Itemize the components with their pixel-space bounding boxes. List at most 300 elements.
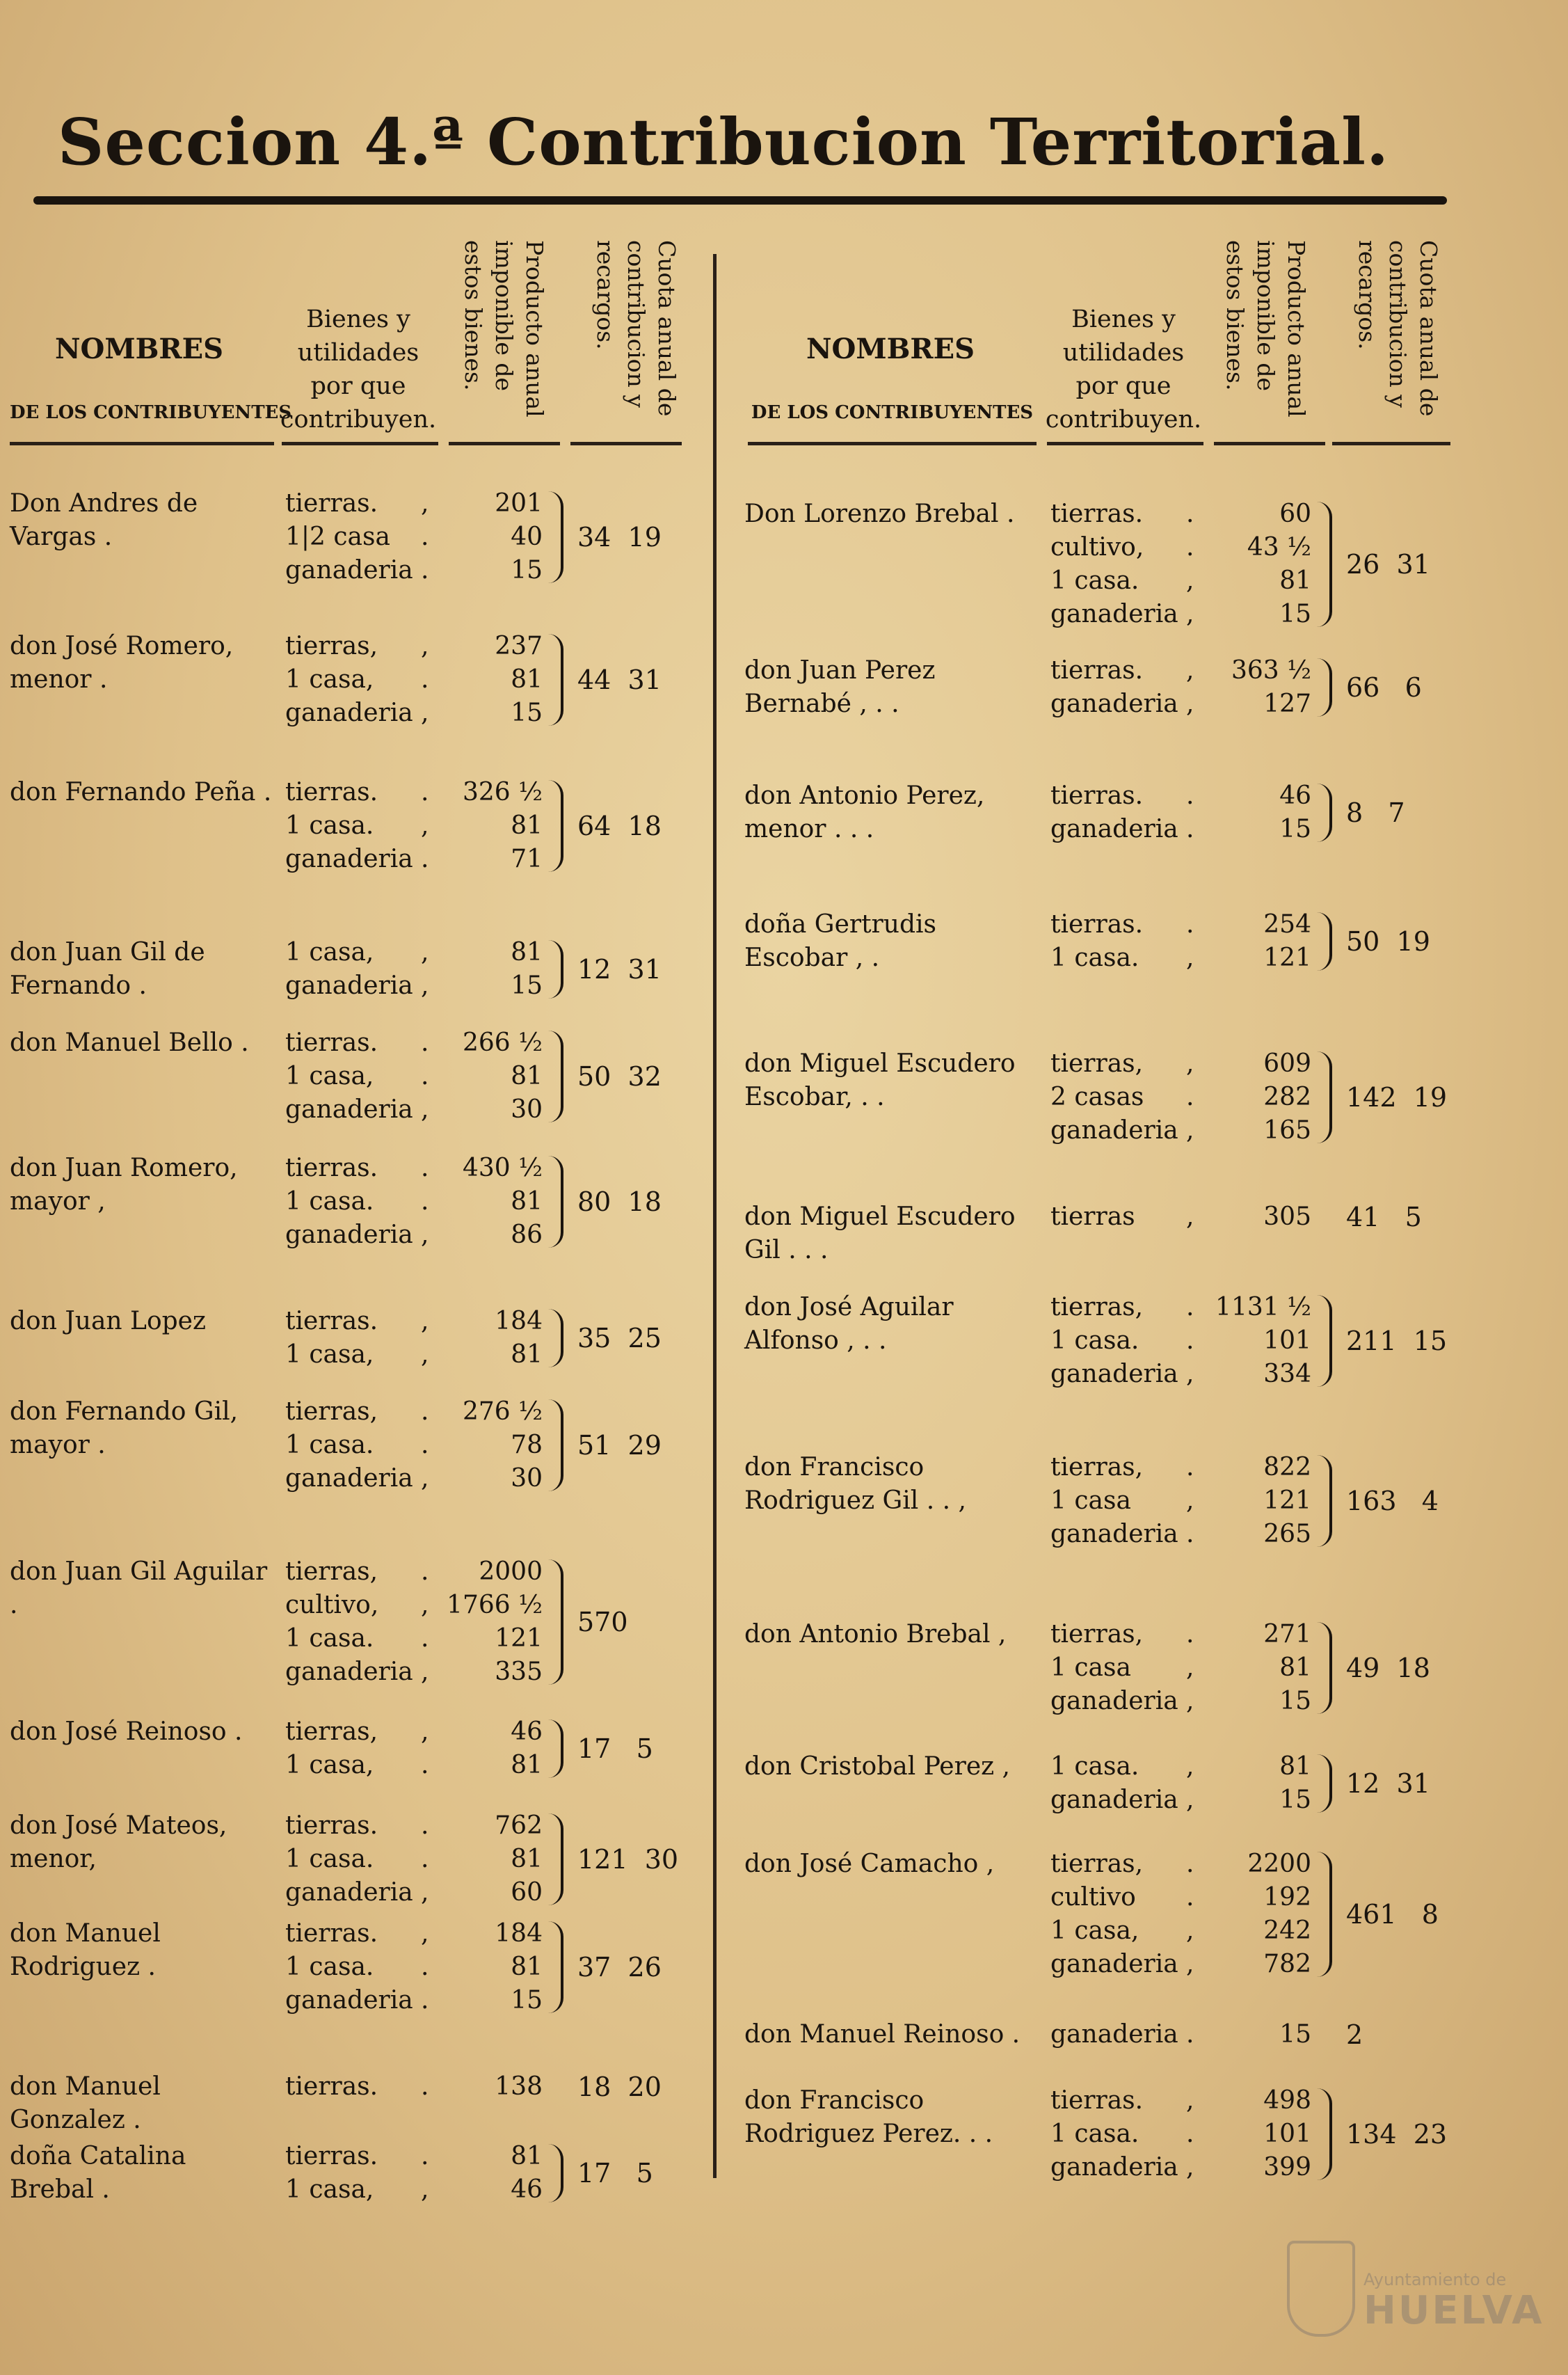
grouping-brace <box>1317 1754 1332 1813</box>
leader-mark: . <box>421 2072 429 2101</box>
annual-product-value: 2200 <box>1247 1850 1311 1878</box>
annual-quota: 44 31 <box>577 665 662 695</box>
annual-product-value: 138 <box>495 2072 543 2101</box>
annual-product-value: 2000 <box>479 1557 543 1586</box>
annual-product-value: 81 <box>1279 1653 1311 1682</box>
leader-mark: , <box>421 1878 429 1907</box>
property-label: tierras, <box>1050 1049 1144 1078</box>
property-label: 1 casa. <box>1050 1752 1139 1781</box>
annual-product-value: 81 <box>1279 1752 1311 1781</box>
annual-quota: 570 <box>577 1607 628 1637</box>
property-label: tierras, <box>285 1717 378 1746</box>
annual-quota: 12 31 <box>577 954 662 985</box>
contributor-name: don José Camacho , <box>744 1850 995 1878</box>
grouping-brace <box>548 1813 563 1905</box>
property-label: 1 casa <box>1050 1486 1131 1515</box>
annual-quota: 41 5 <box>1346 1202 1422 1232</box>
annual-quota: 18 20 <box>577 2072 662 2102</box>
leader-mark: , <box>421 1658 429 1686</box>
annual-product-value: 46 <box>1279 781 1311 810</box>
property-label: ganaderia <box>1050 1116 1178 1145</box>
property-label: tierras. <box>285 1919 378 1948</box>
property-label: tierras <box>1050 1202 1135 1231</box>
right-header-cuota: Cuota anual de contribucion y recargos. <box>1354 240 1442 417</box>
property-label: tierras. <box>285 778 378 807</box>
leader-mark: . <box>1186 1293 1194 1321</box>
right-header-rule-1 <box>748 442 1037 445</box>
property-label: tierras. <box>285 1811 378 1840</box>
property-label: 1 casa <box>1050 1653 1131 1682</box>
property-label: cultivo, <box>285 1591 379 1619</box>
contributor-name: don Juan Lopez <box>10 1307 206 1335</box>
leader-mark: , <box>1186 1049 1194 1078</box>
property-label: 1 casa. <box>285 811 374 840</box>
annual-product-value: 81 <box>511 665 543 694</box>
annual-quota: 50 19 <box>1346 926 1430 957</box>
annual-product-value: 326 ½ <box>462 778 543 807</box>
left-header-bienes: Bienes y utilidades por que contribuyen. <box>280 305 437 434</box>
right-header-contribuyentes: DE LOS CONTRIBUYENTES <box>751 402 1034 423</box>
property-label: 1 casa. <box>285 1953 374 1981</box>
annual-quota: 8 7 <box>1346 797 1405 828</box>
annual-product-value: 498 <box>1263 2086 1311 2115</box>
annual-product-value: 271 <box>1263 1620 1311 1649</box>
annual-product-value: 430 ½ <box>462 1154 543 1182</box>
leader-mark: , <box>1186 2086 1194 2115</box>
property-label: ganaderia <box>285 845 413 873</box>
leader-mark: . <box>1186 2020 1194 2049</box>
annual-product-value: 46 <box>511 2175 543 2204</box>
leader-mark: . <box>1186 1850 1194 1878</box>
leader-mark: . <box>421 1953 429 1981</box>
coat-of-arms-icon <box>1287 2241 1355 2337</box>
annual-quota: 51 29 <box>577 1430 662 1461</box>
annual-product-value: 15 <box>1279 1786 1311 1814</box>
property-label: 2 casas <box>1050 1083 1144 1111</box>
annual-quota: 49 18 <box>1346 1653 1430 1683</box>
annual-product-value: 165 <box>1263 1116 1311 1145</box>
property-label: tierras. <box>285 1307 378 1335</box>
right-header-rule-4 <box>1332 442 1450 445</box>
leader-mark: , <box>421 1095 429 1124</box>
property-label: tierras. <box>1050 656 1144 685</box>
leader-mark: , <box>1186 1752 1194 1781</box>
property-label: tierras, <box>285 1557 378 1586</box>
leader-mark: . <box>421 1028 429 1057</box>
annual-product-value: 101 <box>1263 2120 1311 2148</box>
annual-product-value: 782 <box>1263 1950 1311 1978</box>
annual-product-value: 265 <box>1263 1520 1311 1548</box>
annual-quota: 26 31 <box>1346 549 1430 580</box>
grouping-brace <box>1317 502 1332 627</box>
contributor-name: don Antonio Brebal , <box>744 1620 1007 1649</box>
grouping-brace <box>1317 2088 1332 2180</box>
contributor-name: don Manuel Reinoso . <box>744 2020 1021 2049</box>
contributor-name: don Juan Romero, mayor , <box>10 1154 238 1216</box>
left-header-contribuyentes: DE LOS CONTRIBUYENTES <box>10 402 292 423</box>
leader-mark: . <box>1186 1620 1194 1649</box>
leader-mark: , <box>1186 1653 1194 1682</box>
annual-product-value: 15 <box>1279 600 1311 628</box>
grouping-brace <box>548 1399 563 1491</box>
property-label: tierras, <box>1050 1293 1144 1321</box>
property-label: tierras. <box>1050 2086 1144 2115</box>
annual-product-value: 822 <box>1263 1453 1311 1482</box>
property-label: cultivo, <box>1050 533 1144 562</box>
contributor-name: doña Catalina Brebal . <box>10 2142 186 2204</box>
grouping-brace <box>548 1921 563 2013</box>
leader-mark: , <box>1186 944 1194 972</box>
annual-product-value: 127 <box>1263 690 1311 718</box>
property-label: ganaderia <box>1050 815 1178 843</box>
leader-mark: , <box>421 489 429 518</box>
property-label: 1 casa, <box>285 665 374 694</box>
property-label: 1 casa, <box>285 1751 374 1779</box>
grouping-brace <box>1317 784 1332 842</box>
annual-product-value: 60 <box>511 1878 543 1907</box>
annual-product-value: 609 <box>1263 1049 1311 1078</box>
contributor-name: don Miguel Escudero Gil . . . <box>744 1202 1016 1264</box>
leader-mark: , <box>1186 1116 1194 1145</box>
leader-mark: . <box>421 1811 429 1840</box>
grouping-brace <box>548 2144 563 2202</box>
annual-product-value: 78 <box>511 1431 543 1459</box>
property-label: 1 casa. <box>1050 2120 1139 2148</box>
annual-product-value: 266 ½ <box>462 1028 543 1057</box>
left-header-nombres: NOMBRES <box>54 333 224 365</box>
property-label: ganaderia <box>285 1095 413 1124</box>
leader-mark: , <box>1186 566 1194 595</box>
property-label: ganaderia <box>1050 1786 1178 1814</box>
contributor-name: don Francisco Rodriguez Perez. . . <box>744 2086 993 2148</box>
right-header-rule-2 <box>1047 442 1203 445</box>
leader-mark: . <box>1186 533 1194 562</box>
property-label: ganaderia <box>1050 1950 1178 1978</box>
property-label: tierras. <box>1050 781 1144 810</box>
annual-product-value: 15 <box>511 556 543 585</box>
annual-product-value: 81 <box>511 2142 543 2170</box>
contributor-name: don Cristobal Perez , <box>744 1752 1010 1781</box>
annual-product-value: 1766 ½ <box>447 1591 543 1619</box>
leader-mark: , <box>1186 1687 1194 1715</box>
contributor-name: don Manuel Gonzalez . <box>10 2072 161 2134</box>
annual-product-value: 71 <box>511 845 543 873</box>
annual-product-value: 15 <box>511 971 543 1000</box>
annual-product-value: 15 <box>511 699 543 727</box>
property-label: 1|2 casa <box>285 523 390 551</box>
annual-product-value: 30 <box>511 1095 543 1124</box>
leader-mark: . <box>421 556 429 585</box>
property-label: ganaderia <box>285 971 413 1000</box>
leader-mark: , <box>421 632 429 660</box>
leader-mark: , <box>421 1221 429 1249</box>
annual-product-value: 254 <box>1263 910 1311 939</box>
property-label: ganaderia <box>1050 1687 1178 1715</box>
leader-mark: . <box>421 1557 429 1586</box>
leader-mark: , <box>1186 1950 1194 1978</box>
stamp-line-2: HUELVA <box>1363 2288 1544 2333</box>
grouping-brace <box>548 780 563 872</box>
leader-mark: , <box>1186 1360 1194 1388</box>
leader-mark: . <box>1186 815 1194 843</box>
property-label: tierras. <box>285 1154 378 1182</box>
property-label: cultivo <box>1050 1883 1136 1912</box>
annual-quota: 35 25 <box>577 1323 662 1353</box>
leader-mark: . <box>421 1397 429 1426</box>
property-label: 1 casa. <box>1050 944 1139 972</box>
grouping-brace <box>548 1156 563 1248</box>
property-label: ganaderia <box>1050 600 1178 628</box>
annual-product-value: 184 <box>495 1919 543 1948</box>
annual-product-value: 60 <box>1279 500 1311 528</box>
leader-mark: . <box>1186 781 1194 810</box>
property-label: tierras. <box>1050 910 1144 939</box>
annual-product-value: 15 <box>1279 2020 1311 2049</box>
annual-product-value: 15 <box>511 1986 543 2015</box>
leader-mark: , <box>421 811 429 840</box>
leader-mark: . <box>421 1062 429 1090</box>
property-label: tierras. <box>285 489 378 518</box>
leader-mark: . <box>421 1751 429 1779</box>
grouping-brace <box>1317 1622 1332 1714</box>
annual-product-value: 121 <box>1263 944 1311 972</box>
leader-mark: . <box>421 523 429 551</box>
property-label: 1 casa. <box>285 1431 374 1459</box>
leader-mark: . <box>421 1431 429 1459</box>
archive-stamp <box>1273 2234 1544 2338</box>
property-label: tierras, <box>1050 1850 1144 1878</box>
leader-mark: , <box>1186 656 1194 685</box>
annual-product-value: 184 <box>495 1307 543 1335</box>
contributor-name: Don Lorenzo Brebal . <box>744 500 1015 528</box>
leader-mark: . <box>1186 1453 1194 1482</box>
leader-mark: , <box>1186 600 1194 628</box>
property-label: 1 casa. <box>285 1624 374 1653</box>
contributor-name: doña Gertrudis Escobar , . <box>744 910 936 972</box>
property-label: tierras. <box>285 2072 378 2101</box>
leader-mark: . <box>1186 500 1194 528</box>
contributor-name: don Manuel Rodriguez . <box>10 1919 161 1981</box>
right-header-bienes: Bienes y utilidades por que contribuyen. <box>1045 305 1202 434</box>
grouping-brace <box>548 1031 563 1122</box>
property-label: ganaderia <box>1050 1360 1178 1388</box>
left-header-cuota: Cuota anual de contribucion y recargos. <box>592 240 680 417</box>
annual-product-value: 282 <box>1263 1083 1311 1111</box>
leader-mark: . <box>1186 1326 1194 1355</box>
property-label: tierras, <box>285 632 378 660</box>
grouping-brace <box>548 940 563 999</box>
annual-quota: 37 26 <box>577 1952 662 1983</box>
annual-product-value: 40 <box>511 523 543 551</box>
leader-mark: , <box>421 1307 429 1335</box>
contributor-name: don Fernando Gil, mayor . <box>10 1397 239 1459</box>
annual-quota: 2 <box>1346 2019 1363 2050</box>
annual-product-value: 86 <box>511 1221 543 1249</box>
contributor-name: don Juan Gil Aguilar . <box>10 1557 268 1619</box>
leader-mark: . <box>1186 1883 1194 1912</box>
annual-quota: 461 8 <box>1346 1899 1439 1930</box>
annual-product-value: 101 <box>1263 1326 1311 1355</box>
annual-quota: 66 6 <box>1346 672 1422 703</box>
annual-product-value: 363 ½ <box>1231 656 1311 685</box>
grouping-brace <box>1317 912 1332 971</box>
contributor-name: don Manuel Bello . <box>10 1028 249 1057</box>
leader-mark: , <box>421 1464 429 1493</box>
annual-quota: 134 23 <box>1346 2119 1448 2150</box>
leader-mark: , <box>421 2175 429 2204</box>
annual-product-value: 15 <box>1279 1687 1311 1715</box>
left-header-rule-3 <box>449 442 560 445</box>
annual-product-value: 30 <box>511 1464 543 1493</box>
annual-product-value: 81 <box>511 1845 543 1873</box>
contributor-name: don Antonio Perez, menor . . . <box>744 781 985 843</box>
contributor-name: don José Mateos, menor, <box>10 1811 227 1873</box>
left-header-rule-4 <box>570 442 682 445</box>
annual-product-value: 762 <box>495 1811 543 1840</box>
property-label: tierras, <box>1050 1620 1144 1649</box>
annual-product-value: 81 <box>511 1187 543 1216</box>
leader-mark: , <box>421 1591 429 1619</box>
grouping-brace <box>548 1719 563 1778</box>
leader-mark: , <box>1186 1916 1194 1945</box>
property-label: ganaderia <box>285 1464 413 1493</box>
leader-mark: . <box>1186 2120 1194 2148</box>
title-rule <box>33 196 1447 205</box>
left-header-producto: Producto anual imponible de estos bienes. <box>460 240 548 418</box>
property-label: ganaderia <box>1050 2020 1178 2049</box>
property-label: 1 casa, <box>285 1340 374 1369</box>
grouping-brace <box>548 1309 563 1367</box>
property-label: 1 casa. <box>1050 1326 1139 1355</box>
annual-product-value: 81 <box>511 1751 543 1779</box>
property-label: ganaderia <box>285 1221 413 1249</box>
contributor-name: don José Romero, menor . <box>10 632 234 694</box>
property-label: tierras. <box>285 1028 378 1057</box>
contributor-name: don Juan Perez Bernabé , . . <box>744 656 936 718</box>
leader-mark: , <box>421 1717 429 1746</box>
property-label: ganaderia <box>285 1986 413 2015</box>
annual-quota: 17 5 <box>577 1733 653 1764</box>
property-label: tierras. <box>285 2142 378 2170</box>
leader-mark: . <box>421 845 429 873</box>
leader-mark: , <box>1186 1486 1194 1515</box>
annual-product-value: 276 ½ <box>462 1397 543 1426</box>
contributor-name: don Miguel Escudero Escobar, . . <box>744 1049 1016 1111</box>
annual-product-value: 81 <box>1279 566 1311 595</box>
grouping-brace <box>1317 1295 1332 1387</box>
property-label: ganaderia <box>285 556 413 585</box>
leader-mark: , <box>421 938 429 967</box>
leader-mark: . <box>421 2142 429 2170</box>
annual-quota: 64 18 <box>577 811 662 841</box>
annual-product-value: 334 <box>1263 1360 1311 1388</box>
annual-quota: 50 32 <box>577 1061 662 1092</box>
center-divider <box>713 254 717 2178</box>
annual-product-value: 81 <box>511 938 543 967</box>
leader-mark: . <box>421 1624 429 1653</box>
annual-product-value: 15 <box>1279 815 1311 843</box>
leader-mark: , <box>421 1919 429 1948</box>
annual-product-value: 201 <box>495 489 543 518</box>
annual-product-value: 1131 ½ <box>1215 1293 1311 1321</box>
annual-quota: 211 15 <box>1346 1326 1448 1356</box>
grouping-brace <box>1317 1051 1332 1143</box>
grouping-brace <box>548 634 563 726</box>
property-label: 1 casa. <box>285 1845 374 1873</box>
grouping-brace <box>1317 1455 1332 1547</box>
annual-product-value: 81 <box>511 1062 543 1090</box>
annual-quota: 142 19 <box>1346 1082 1448 1113</box>
property-label: ganaderia <box>285 1658 413 1686</box>
leader-mark: , <box>421 971 429 1000</box>
property-label: 1 casa, <box>285 938 374 967</box>
annual-product-value: 335 <box>495 1658 543 1686</box>
contributor-name: Don Andres de Vargas . <box>10 489 198 551</box>
annual-quota: 12 31 <box>1346 1768 1430 1799</box>
left-header-rule-2 <box>282 442 438 445</box>
leader-mark: . <box>1186 1083 1194 1111</box>
property-label: 1 casa, <box>285 1062 374 1090</box>
leader-mark: , <box>1186 690 1194 718</box>
right-header-rule-3 <box>1214 442 1325 445</box>
leader-mark: . <box>421 1845 429 1873</box>
property-label: 1 casa. <box>1050 566 1139 595</box>
property-label: 1 casa, <box>1050 1916 1139 1945</box>
annual-quota: 17 5 <box>577 2158 653 2189</box>
leader-mark: . <box>1186 1520 1194 1548</box>
annual-product-value: 242 <box>1263 1916 1311 1945</box>
property-label: ganaderia <box>285 699 413 727</box>
annual-product-value: 121 <box>1263 1486 1311 1515</box>
grouping-brace <box>548 1559 563 1685</box>
annual-product-value: 46 <box>511 1717 543 1746</box>
right-header-producto: Producto anual imponible de estos bienes. <box>1222 240 1310 418</box>
annual-product-value: 305 <box>1263 1202 1311 1231</box>
property-label: tierras, <box>1050 1453 1144 1482</box>
annual-product-value: 237 <box>495 632 543 660</box>
leader-mark: . <box>1186 910 1194 939</box>
annual-quota: 80 18 <box>577 1186 662 1217</box>
page-title: Seccion 4.ª Contribucion Territorial. <box>57 104 1390 180</box>
contributor-name: don Fernando Peña . <box>10 778 272 807</box>
property-label: 1 casa. <box>285 1187 374 1216</box>
annual-product-value: 121 <box>495 1624 543 1653</box>
contributor-name: don José Reinoso . <box>10 1717 243 1746</box>
annual-product-value: 81 <box>511 1953 543 1981</box>
annual-product-value: 192 <box>1263 1883 1311 1912</box>
right-header-nombres: NOMBRES <box>806 333 975 365</box>
annual-product-value: 81 <box>511 1340 543 1369</box>
annual-product-value: 399 <box>1263 2153 1311 2182</box>
property-label: ganaderia <box>1050 1520 1178 1548</box>
leader-mark: . <box>421 1986 429 2015</box>
leader-mark: , <box>1186 1202 1194 1231</box>
property-label: ganaderia <box>1050 690 1178 718</box>
left-header-rule-1 <box>10 442 274 445</box>
property-label: tierras, <box>285 1397 378 1426</box>
annual-product-value: 81 <box>511 811 543 840</box>
leader-mark: . <box>421 1154 429 1182</box>
contributor-name: don José Aguilar Alfonso , . . <box>744 1293 954 1355</box>
grouping-brace <box>1317 1852 1332 1977</box>
annual-quota: 121 30 <box>577 1844 679 1875</box>
annual-product-value: 43 ½ <box>1247 533 1311 562</box>
annual-quota: 163 4 <box>1346 1486 1439 1516</box>
stamp-line-1: Ayuntamiento de <box>1363 2270 1507 2289</box>
leader-mark: . <box>421 665 429 694</box>
leader-mark: , <box>1186 1786 1194 1814</box>
leader-mark: , <box>1186 2153 1194 2182</box>
